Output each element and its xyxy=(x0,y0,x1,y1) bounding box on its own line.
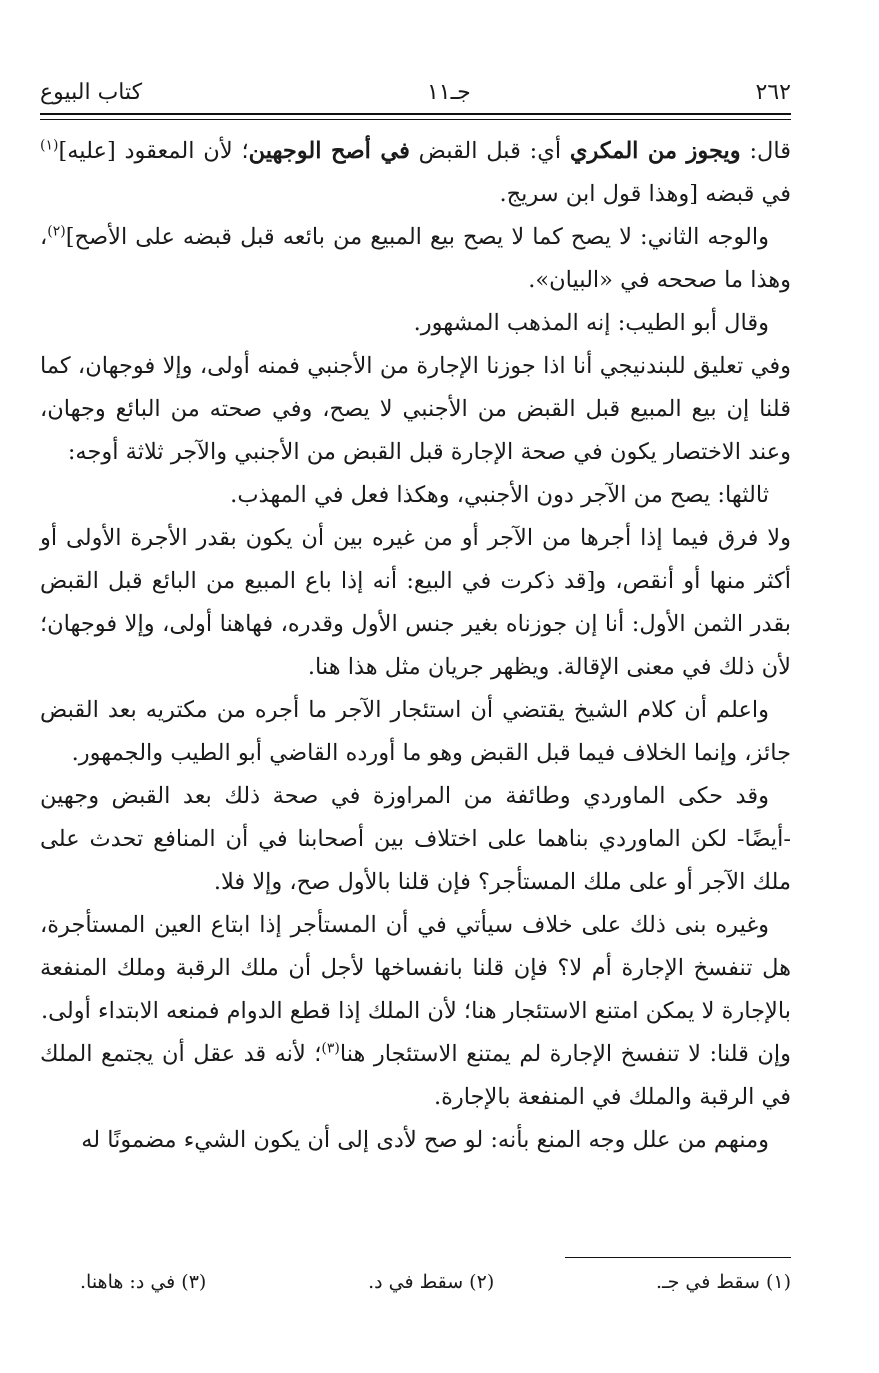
text-run: ولا فرق فيما إذا أجرها من الآجر أو من غيره بين أن يكون بقدر الأجرة الأولى أو أكثر منها أو أنقص، و[قد ذكرت في البيع: أنه إذا باع المبيع من البائع قبل القبض بقدر الثمن الأول: أنا إن جوزناه بغير جنس الأول وقدره، فهاهنا أولى، وإلا فوجهان؛ لأن ذلك في معنى الإقالة. ويظهر جريان مثل هذا هنا. xyxy=(40,525,791,680)
text-run: وفي تعليق للبندنيجي أنا اذا جوزنا الإجارة من الأجنبي فمنه أولى، وإلا فوجهان، كما قلنا إن بيع المبيع قبل القبض من الأجنبي لا يصح، وفي صحته من البائع وجهان، وعند الاختصار يكون في صحة الإجارة قبل القبض من الأجنبي والآجر ثلاثة أوجه: xyxy=(40,353,791,465)
page-number: ٢٦٢ xyxy=(755,79,791,105)
bold-phrase: ويجوز من المكري xyxy=(569,138,741,164)
text-run: واعلم أن كلام الشيخ يقتضي أن استئجار الآجر ما أجره من مكتريه بعد القبض جائز، وإنما الخلاف فيما قبل القبض وهو ما أورده القاضي أبو الطيب والجمهور. xyxy=(40,697,791,766)
text-run: وقال أبو الطيب: إنه المذهب المشهور. xyxy=(413,310,769,336)
paragraph xyxy=(40,1119,791,1162)
text-run: ، وهذا ما صححه في «البيان». xyxy=(40,224,791,293)
paragraph xyxy=(40,1033,791,1119)
text-run: في قبضه [وهذا قول ابن سريج. xyxy=(499,181,791,207)
text-run: ومنهم من علل وجه المنع بأنه: لو صح لأدى إلى أن يكون الشيء مضمونًا له xyxy=(81,1127,769,1153)
paragraph xyxy=(40,302,791,345)
footnote-ref: (١) xyxy=(40,137,59,154)
text-run: والوجه الثاني: لا يصح كما لا يصح بيع المبيع من بائعه قبل قبضه على الأصح] xyxy=(65,224,769,250)
paragraph xyxy=(40,775,791,904)
paragraph xyxy=(40,517,791,689)
book-title: كتاب البيوع xyxy=(40,79,143,105)
text-run: أي: قبل القبض xyxy=(409,138,570,164)
footnotes xyxy=(40,1267,791,1297)
footnote: (٢) سقط في د. xyxy=(368,1271,495,1293)
paragraph xyxy=(40,474,791,517)
paragraph xyxy=(40,345,791,474)
text-run: قال: xyxy=(740,138,791,164)
text-run: ثالثها: يصح من الآجر دون الأجنبي، وهكذا فعل في المهذب. xyxy=(230,482,769,508)
text-run: وغيره بنى ذلك على خلاف سيأتي في أن المستأجر إذا ابتاع العين المستأجرة، هل تنفسخ الإجارة أم لا؟ فإن قلنا بانفساخها لأجل أن ملك الرقبة وملك المنفعة بالإجارة لا يمكن امتنع الاستئجار هنا؛ لأن الملك إذا قطع الدوام فمنعه الابتداء أولى. xyxy=(40,912,791,1024)
body-text xyxy=(40,130,791,1162)
header-rule xyxy=(40,113,791,115)
footnote: (٣) في د: هاهنا. xyxy=(80,1271,207,1293)
footnote-ref: (٣) xyxy=(321,1040,340,1057)
bold-phrase: في أصح الوجهين xyxy=(248,138,410,164)
page-header xyxy=(40,72,791,112)
paragraph xyxy=(40,904,791,1033)
text-run: وإن قلنا: لا تنفسخ الإجارة لم يمتنع الاستئجار هنا xyxy=(339,1041,791,1067)
paragraph xyxy=(40,216,791,302)
footnote-ref: (٢) xyxy=(47,223,66,240)
volume-label: جـ١١ xyxy=(426,79,471,105)
paragraph xyxy=(40,130,791,216)
text-run: ؛ لأنه قد عقل أن يجتمع الملك في الرقبة والملك في المنفعة بالإجارة. xyxy=(40,1041,791,1110)
paragraph xyxy=(40,689,791,775)
text-run: وقد حكى الماوردي وطائفة من المراوزة في صحة ذلك بعد القبض وجهين -أيضًا- لكن الماوردي بناهما على اختلاف بين أصحابنا في أن المنافع تحدث على ملك الآجر أو على ملك المستأجر؟ فإن قلنا بالأول صح، وإلا فلا. xyxy=(40,783,791,895)
footnote: (١) سقط في جـ. xyxy=(655,1271,791,1293)
text-run: ؛ لأن المعقود [عليه] xyxy=(58,138,249,164)
header-rule-thin xyxy=(40,119,791,120)
footnote-separator xyxy=(565,1257,791,1258)
